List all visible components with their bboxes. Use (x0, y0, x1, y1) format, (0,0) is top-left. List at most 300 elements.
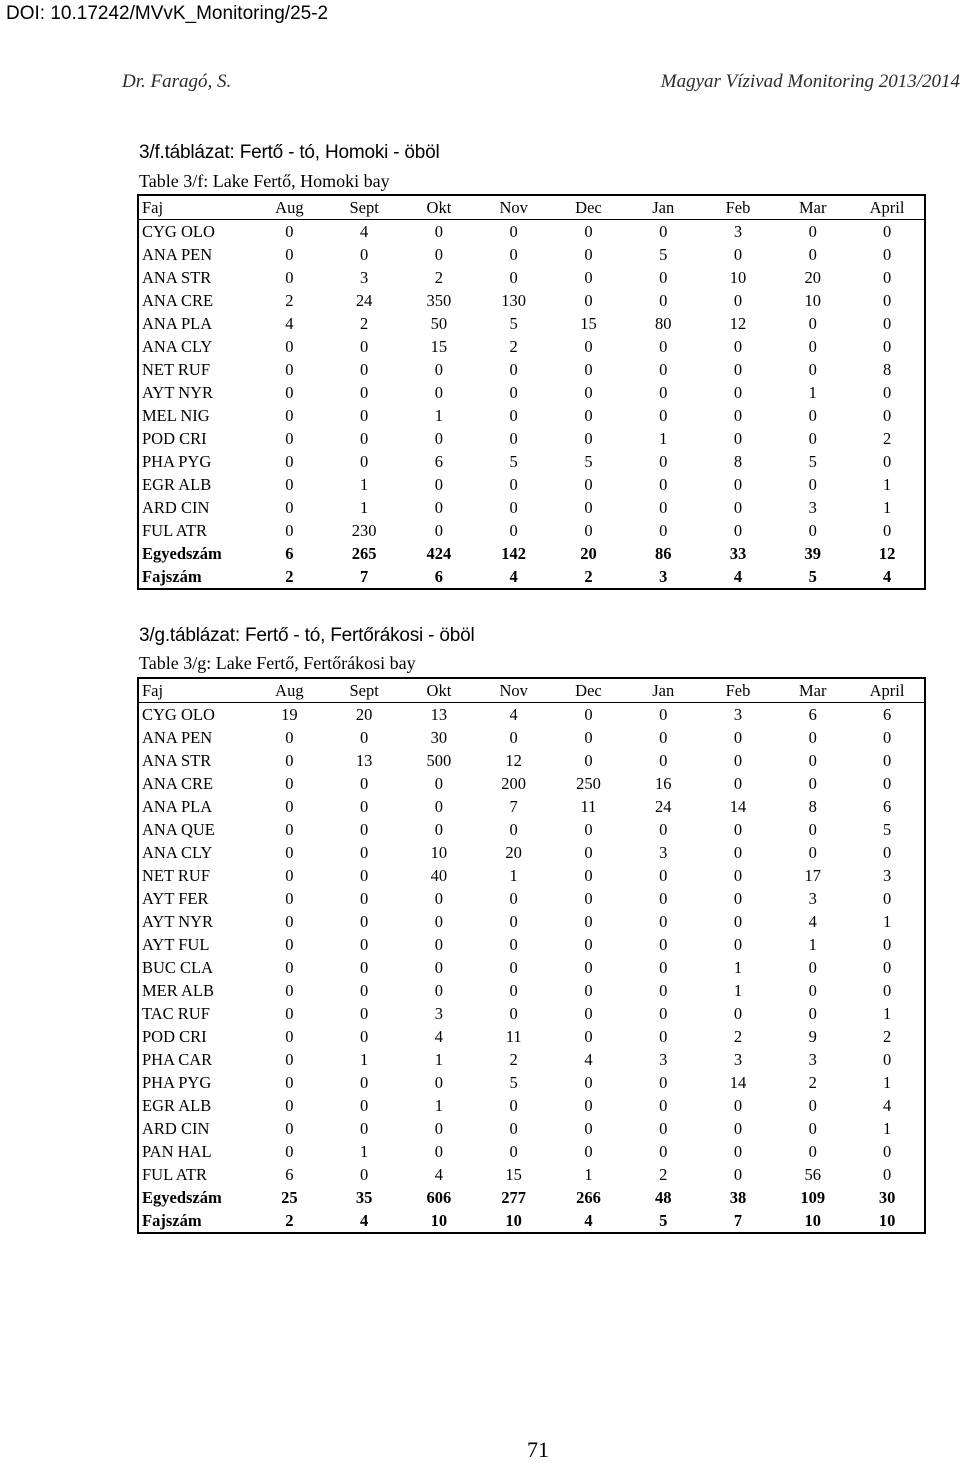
table-cell: 0 (584, 888, 593, 908)
table-cell: 0 (882, 1049, 892, 1069)
table-row (138, 450, 925, 473)
doi-line: DOI: 10.17242/MVvK_Monitoring/25-2 (6, 3, 329, 24)
table-cell: 8 (808, 796, 817, 816)
table-cell: 7 (360, 566, 369, 586)
table-cell: 109 (800, 1187, 826, 1207)
table-row (138, 427, 925, 450)
table-cell: 0 (509, 1003, 518, 1023)
table-cell: 0 (659, 704, 668, 724)
table-cell: 0 (733, 1164, 743, 1184)
table-cell: 0 (808, 1003, 817, 1023)
table-cell: 0 (882, 405, 892, 425)
table-cell: 0 (808, 980, 817, 1000)
table-cell: 5 (509, 1072, 518, 1092)
table-cell: 0 (882, 773, 892, 793)
table-cell: 0 (882, 382, 892, 402)
table-cell: 0 (285, 359, 294, 379)
table-row (138, 864, 925, 887)
table-cell: 24 (654, 796, 672, 816)
table-cell: 1 (733, 980, 743, 1000)
table-cell: 0 (509, 359, 518, 379)
table-cell: 0 (882, 290, 892, 310)
table-cell: 0 (509, 244, 518, 264)
row-label: ANA CRE (142, 290, 214, 310)
table-cell: 56 (804, 1164, 821, 1184)
table-cell: 0 (285, 796, 294, 816)
table-cell: 0 (285, 957, 294, 977)
table-cell: 2 (733, 1026, 743, 1046)
table-cell: 0 (285, 865, 294, 885)
table-cell: 14 (729, 1072, 747, 1092)
table-cell: 0 (285, 1049, 294, 1069)
table-cell: 0 (360, 911, 369, 931)
row-label: PHA CAR (142, 1049, 213, 1069)
table-row (138, 1025, 925, 1048)
table-cell: 0 (434, 819, 444, 839)
table-row (138, 795, 925, 818)
table-cell: 0 (360, 1072, 369, 1092)
table-cell: 0 (808, 313, 817, 333)
table-cell: 0 (882, 451, 892, 471)
table-row (138, 1117, 925, 1140)
table-cell: 0 (285, 1095, 294, 1115)
table-cell: 350 (426, 290, 452, 310)
table-cell: 0 (733, 888, 743, 908)
table-cell: 1 (584, 1164, 593, 1184)
table-cell: 0 (882, 980, 892, 1000)
table-cell: 2 (882, 428, 892, 448)
row-label: ANA CRE (142, 773, 214, 793)
table-cell: 0 (733, 474, 743, 494)
table-cell: 15 (580, 313, 597, 333)
table-cell: 0 (659, 911, 668, 931)
table-cell: 0 (584, 359, 593, 379)
table-cell: 0 (360, 1095, 369, 1115)
table-cell: 8 (882, 359, 892, 379)
table-cell: 4 (434, 1026, 444, 1046)
row-label: AYT NYR (142, 911, 214, 931)
table-cell: 0 (360, 888, 369, 908)
table-cell: 5 (659, 1210, 668, 1230)
table-cell: 0 (733, 727, 743, 747)
table-cell: 0 (808, 336, 817, 356)
table-cell: 3 (882, 865, 892, 885)
table-cell: 0 (584, 1141, 593, 1161)
table-row (138, 726, 925, 749)
table-cell: 0 (360, 405, 369, 425)
table-cell: 3 (733, 1049, 743, 1069)
table-cell: 266 (576, 1187, 601, 1207)
row-label: FUL ATR (142, 520, 207, 540)
row-label: Fajszám (142, 1210, 202, 1230)
table-row (138, 979, 925, 1002)
table-cell: 0 (808, 819, 817, 839)
table-cell: 0 (509, 474, 518, 494)
table-row (138, 519, 925, 542)
table-cell: 11 (505, 1026, 522, 1046)
table-cell: 0 (509, 1095, 518, 1115)
table-cell: 606 (426, 1187, 452, 1207)
table-cell: 0 (733, 911, 743, 931)
table-g (137, 677, 926, 1234)
table-cell: 0 (509, 934, 518, 954)
table-cell: 12 (729, 313, 747, 333)
table-cell: 0 (285, 474, 294, 494)
table-cell: 0 (882, 313, 892, 333)
table-cell: 10 (430, 1210, 448, 1230)
table-cell: 39 (804, 543, 821, 563)
table-cell: 0 (509, 382, 518, 402)
table-cell: 0 (434, 520, 444, 540)
table-g-caption-en: Table 3/g: Lake Fertő, Fertőrákosi bay (139, 653, 416, 673)
table-cell: 0 (509, 911, 518, 931)
table-cell: 0 (882, 336, 892, 356)
table-cell: 0 (360, 336, 369, 356)
table-cell: 0 (360, 359, 369, 379)
table-cell: 424 (426, 543, 452, 563)
table-cell: 0 (360, 1164, 369, 1184)
table-cell: 0 (584, 382, 593, 402)
table-cell: 0 (584, 336, 593, 356)
table-cell: 4 (360, 1210, 369, 1230)
table-cell: 0 (360, 244, 369, 264)
row-label: MEL NIG (142, 405, 210, 425)
table-cell: 30 (430, 727, 448, 747)
table-cell: 0 (509, 819, 518, 839)
table-cell: 0 (808, 773, 817, 793)
row-label: Fajszám (142, 566, 202, 586)
table-cell: 0 (882, 267, 892, 287)
table-row (138, 243, 925, 266)
table-cell: 0 (285, 497, 294, 517)
table-cell: 0 (285, 428, 294, 448)
table-cell: 17 (804, 865, 821, 885)
table-cell: 1 (882, 1072, 892, 1092)
table-cell: 0 (733, 773, 743, 793)
table-cell: 277 (501, 1187, 527, 1207)
table-cell: 9 (808, 1026, 817, 1046)
row-label: POD CRI (142, 428, 207, 448)
row-label: AYT FUL (142, 934, 210, 954)
table-cell: 3 (808, 497, 817, 517)
table-row (138, 956, 925, 979)
row-label: CYG OLO (142, 221, 215, 241)
table-cell: 0 (584, 1118, 593, 1138)
table-cell: 0 (659, 1003, 668, 1023)
table-cell: 2 (584, 566, 593, 586)
table-cell: 0 (360, 842, 369, 862)
row-label: PAN HAL (142, 1141, 212, 1161)
table-cell: 0 (659, 382, 668, 402)
table-cell: 0 (659, 750, 668, 770)
table-cell: 0 (509, 980, 518, 1000)
table-row (138, 1094, 925, 1117)
table-cell: 0 (509, 727, 518, 747)
table-cell: 2 (285, 1210, 294, 1230)
table-row (138, 496, 925, 519)
table-cell: 1 (808, 382, 817, 402)
table-cell: 0 (285, 221, 294, 241)
table-row (138, 289, 925, 312)
table-cell: 0 (882, 1164, 892, 1184)
column-header: Dec (551, 195, 626, 220)
row-label: BUC CLA (142, 957, 214, 977)
table-cell: 0 (808, 474, 817, 494)
table-cell: 0 (808, 405, 817, 425)
table-cell: 0 (360, 428, 369, 448)
table-cell: 2 (434, 267, 444, 287)
table-cell: 0 (659, 865, 668, 885)
table-cell: 0 (584, 865, 593, 885)
table-cell: 0 (659, 497, 668, 517)
table-cell: 40 (430, 865, 448, 885)
table-cell: 5 (509, 451, 518, 471)
table-cell: 0 (509, 405, 518, 425)
table-cell: 0 (584, 474, 593, 494)
table-cell: 0 (659, 405, 668, 425)
row-label: PHA PYG (142, 1072, 212, 1092)
table-cell: 4 (584, 1049, 593, 1069)
table-cell: 0 (882, 750, 892, 770)
table-cell: 0 (285, 1003, 294, 1023)
row-label: ANA QUE (142, 819, 215, 839)
column-header: April (850, 195, 925, 220)
table-cell: 0 (584, 911, 593, 931)
table-cell: 6 (285, 543, 294, 563)
table-cell: 0 (733, 290, 743, 310)
total-row (138, 565, 925, 589)
table-cell: 4 (882, 1095, 892, 1115)
table-cell: 0 (584, 244, 593, 264)
column-header: Aug (252, 678, 327, 703)
table-cell: 48 (654, 1187, 672, 1207)
row-label: ANA CLY (142, 336, 213, 356)
table-cell: 4 (882, 566, 892, 586)
table-cell: 0 (360, 796, 369, 816)
table-row (138, 1163, 925, 1186)
table-cell: 0 (360, 1026, 369, 1046)
table-cell: 3 (659, 1049, 668, 1069)
table-cell: 0 (659, 1026, 668, 1046)
table-cell: 0 (360, 1118, 369, 1138)
table-cell: 0 (733, 1141, 743, 1161)
table-cell: 0 (808, 359, 817, 379)
table-cell: 0 (659, 359, 668, 379)
table-cell: 0 (285, 451, 294, 471)
column-header: Feb (701, 195, 776, 220)
table-cell: 0 (659, 290, 668, 310)
table-cell: 0 (360, 1003, 369, 1023)
table-cell: 0 (434, 244, 444, 264)
table-cell: 0 (584, 520, 593, 540)
table-cell: 130 (501, 290, 527, 310)
table-cell: 0 (733, 1095, 743, 1115)
row-label: POD CRI (142, 1026, 207, 1046)
table-row (138, 910, 925, 933)
table-cell: 2 (808, 1072, 817, 1092)
column-header: Faj (138, 195, 252, 220)
table-cell: 3 (360, 267, 369, 287)
table-cell: 0 (659, 221, 668, 241)
table-cell: 0 (285, 267, 294, 287)
table-cell: 35 (355, 1187, 373, 1207)
table-cell: 0 (285, 842, 294, 862)
table-cell: 0 (285, 980, 294, 1000)
table-cell: 24 (355, 290, 373, 310)
table-cell: 0 (584, 1095, 593, 1115)
table-cell: 6 (434, 566, 444, 586)
table-cell: 0 (584, 405, 593, 425)
table-cell: 5 (509, 313, 518, 333)
table-cell: 5 (808, 451, 817, 471)
table-cell: 0 (509, 1141, 518, 1161)
table-cell: 0 (509, 267, 518, 287)
table-cell: 0 (808, 842, 817, 862)
table-cell: 11 (580, 796, 597, 816)
table-cell: 12 (878, 543, 896, 563)
table-cell: 4 (509, 704, 518, 724)
table-g-caption-hu: 3/g.táblázat: Fertő - tó, Fertőrákosi - öböl (139, 625, 475, 646)
row-label: TAC RUF (142, 1003, 210, 1023)
table-cell: 0 (733, 336, 743, 356)
table-row (138, 933, 925, 956)
table-cell: 0 (360, 727, 369, 747)
table-cell: 0 (584, 980, 593, 1000)
table-cell: 8 (733, 451, 743, 471)
table-cell: 0 (808, 1095, 817, 1115)
table-cell: 0 (360, 451, 369, 471)
total-row (138, 1186, 925, 1209)
table-cell: 1 (882, 497, 892, 517)
table-cell: 0 (584, 1072, 593, 1092)
column-header: Sept (327, 195, 402, 220)
table-cell: 0 (434, 1118, 444, 1138)
table-cell: 0 (360, 819, 369, 839)
table-header-row (138, 195, 925, 220)
table-cell: 0 (584, 704, 593, 724)
table-cell: 80 (654, 313, 672, 333)
table-row (138, 818, 925, 841)
table-cell: 0 (285, 934, 294, 954)
table-header-row (138, 678, 925, 703)
table-cell: 0 (434, 888, 444, 908)
table-cell: 0 (584, 267, 593, 287)
table-cell: 0 (509, 428, 518, 448)
column-header: Jan (626, 678, 701, 703)
row-label: NET RUF (142, 359, 210, 379)
table-cell: 0 (584, 819, 593, 839)
row-label: EGR ALB (142, 1095, 212, 1115)
table-cell: 0 (733, 359, 743, 379)
table-cell: 0 (434, 1141, 444, 1161)
table-cell: 0 (509, 1118, 518, 1138)
table-cell: 0 (733, 382, 743, 402)
table-cell: 3 (659, 842, 668, 862)
table-cell: 0 (808, 1141, 817, 1161)
table-cell: 0 (509, 957, 518, 977)
table-cell: 0 (808, 957, 817, 977)
table-cell: 25 (281, 1187, 298, 1207)
table-cell: 0 (733, 842, 743, 862)
table-cell: 13 (430, 704, 448, 724)
table-cell: 142 (501, 543, 527, 563)
table-cell: 1 (882, 1118, 892, 1138)
table-cell: 2 (509, 1049, 518, 1069)
table-cell: 0 (882, 244, 892, 264)
table-cell: 0 (285, 1118, 294, 1138)
table-cell: 4 (434, 1164, 444, 1184)
table-row (138, 220, 925, 244)
table-cell: 13 (355, 750, 373, 770)
table-cell: 10 (878, 1210, 896, 1230)
table-cell: 0 (808, 221, 817, 241)
table-cell: 0 (434, 773, 444, 793)
total-row (138, 1209, 925, 1233)
table-cell: 0 (360, 957, 369, 977)
table-cell: 230 (351, 520, 377, 540)
table-cell: 6 (285, 1164, 294, 1184)
table-cell: 4 (808, 911, 817, 931)
table-f-caption-hu: 3/f.táblázat: Fertő - tó, Homoki - öböl (139, 142, 440, 163)
table-cell: 0 (285, 244, 294, 264)
table-cell: 50 (430, 313, 448, 333)
row-label: ANA CLY (142, 842, 213, 862)
table-cell: 0 (733, 750, 743, 770)
table-row (138, 312, 925, 335)
table-cell: 30 (878, 1187, 896, 1207)
table-cell: 0 (434, 497, 444, 517)
table-cell: 0 (733, 1118, 743, 1138)
table-cell: 0 (285, 336, 294, 356)
table-cell: 1 (360, 1049, 369, 1069)
table-cell: 0 (434, 474, 444, 494)
column-header: Nov (476, 195, 551, 220)
table-cell: 1 (360, 474, 369, 494)
table-cell: 0 (659, 336, 668, 356)
table-cell: 0 (434, 911, 444, 931)
page-number: 71 (527, 1437, 549, 1462)
table-cell: 1 (360, 497, 369, 517)
table-cell: 33 (729, 543, 747, 563)
table-row (138, 381, 925, 404)
table-cell: 7 (733, 1210, 743, 1230)
table-f (137, 194, 926, 590)
table-cell: 1 (733, 957, 743, 977)
table-cell: 0 (733, 428, 743, 448)
table-cell: 0 (584, 428, 593, 448)
table-cell: 14 (729, 796, 747, 816)
table-cell: 0 (882, 520, 892, 540)
table-cell: 0 (285, 819, 294, 839)
running-header-author: Dr. Faragó, S. (122, 71, 232, 92)
table-cell: 0 (584, 934, 593, 954)
table-row (138, 473, 925, 496)
column-header: Feb (701, 678, 776, 703)
table-cell: 1 (360, 1141, 369, 1161)
table-cell: 0 (659, 520, 668, 540)
table-cell: 0 (434, 1072, 444, 1092)
table-cell: 500 (426, 750, 452, 770)
table-cell: 0 (659, 1118, 668, 1138)
table-cell: 5 (882, 819, 892, 839)
table-cell: 0 (434, 957, 444, 977)
table-cell: 2 (360, 313, 369, 333)
table-cell: 0 (584, 750, 593, 770)
table-cell: 0 (882, 727, 892, 747)
table-cell: 12 (505, 750, 522, 770)
table-cell: 0 (285, 1141, 294, 1161)
table-cell: 2 (285, 566, 294, 586)
